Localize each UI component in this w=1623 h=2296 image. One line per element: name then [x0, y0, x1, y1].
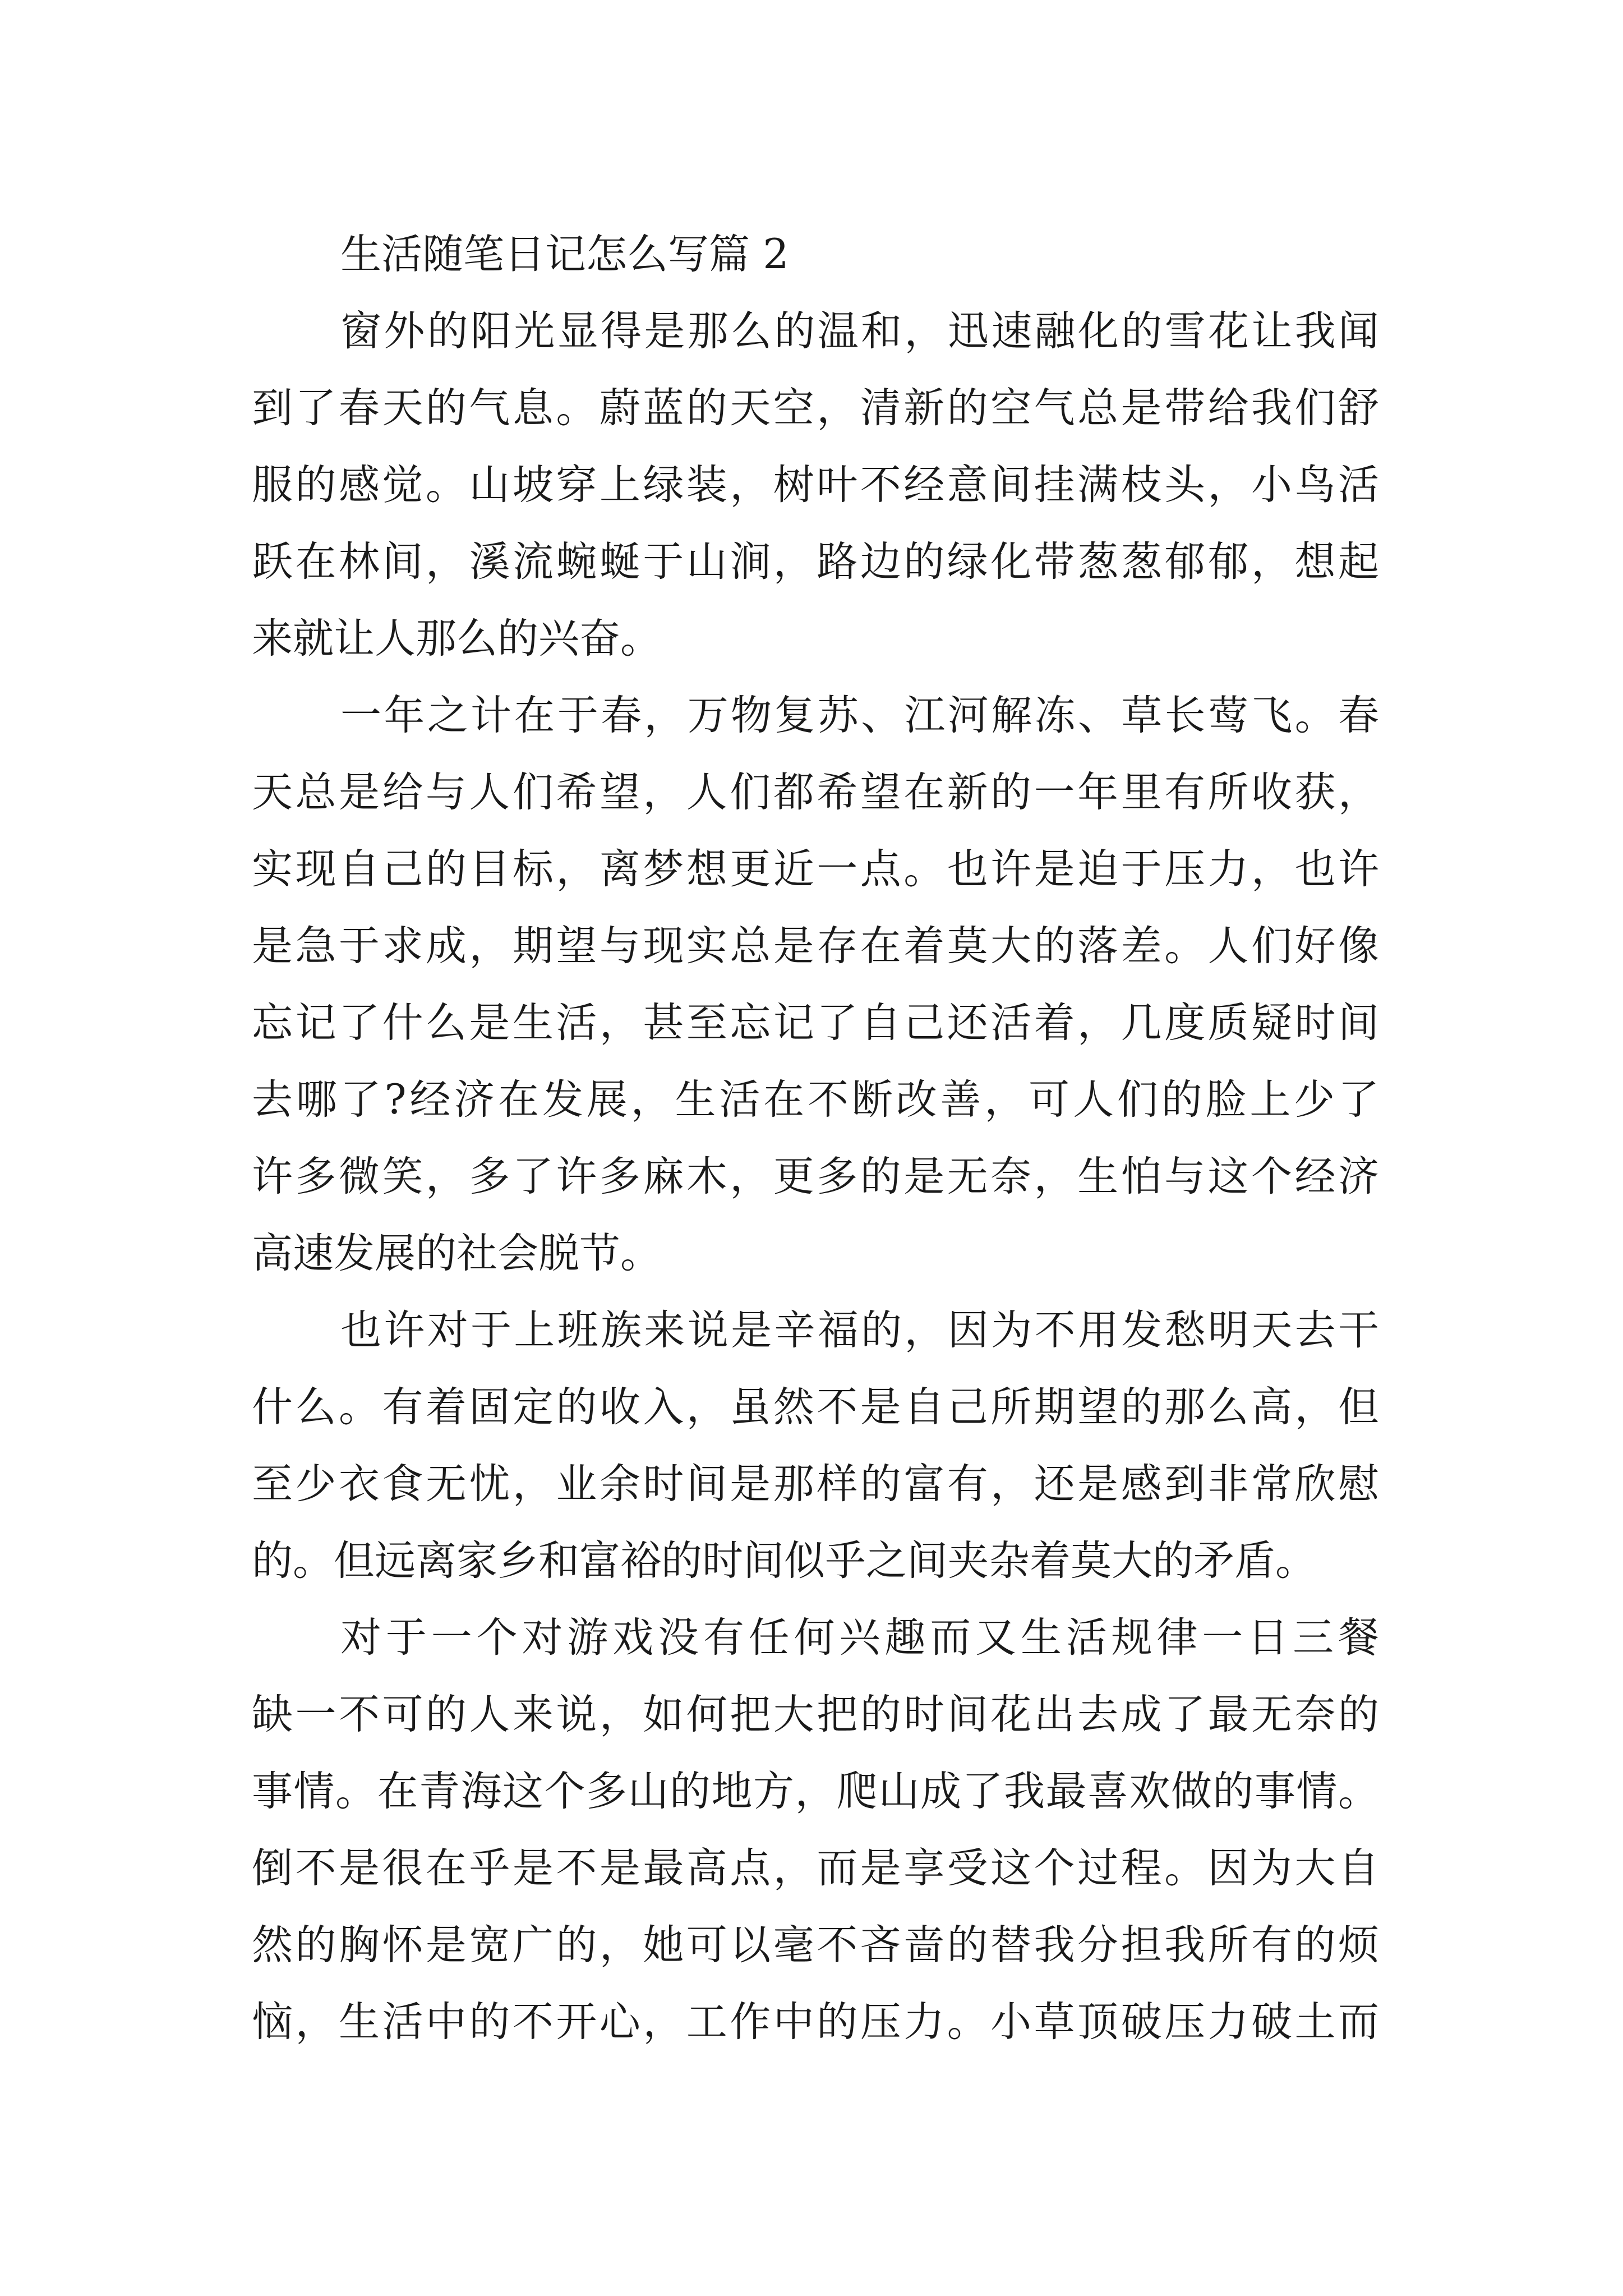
- text-line: 高速发展的社会脱节。: [252, 1230, 661, 1277]
- text-line: 事情。在青海这个多山的地方，爬山成了我最喜欢做的事情。: [252, 1768, 1379, 1815]
- paragraph-2: [252, 677, 1379, 1292]
- text-line: 什么。有着固定的收入，虽然不是自己所期望的那么高，但: [252, 1383, 1379, 1431]
- text-line: 服的感觉。山坡穿上绿装，树叶不经意间挂满枝头，小鸟活: [252, 461, 1379, 509]
- text-line: 跃在林间，溪流蜿蜒于山涧，路边的绿化带葱葱郁郁，想起: [252, 538, 1379, 586]
- text-line: 缺一不可的人来说，如何把大把的时间花出去成了最无奈的: [252, 1691, 1379, 1738]
- text-line: 来就让人那么的兴奋。: [252, 615, 661, 662]
- text-line: 到了春天的气息。蔚蓝的天空，清新的空气总是带给我们舒: [252, 384, 1379, 432]
- text-line: 实现自己的目标，离梦想更近一点。也许是迫于压力，也许: [252, 845, 1379, 893]
- text-line: 是急于求成，期望与现实总是存在着莫大的落差。人们好像: [252, 922, 1379, 970]
- text-line: 对于一个对游戏没有任何兴趣而又生活规律一日三餐: [340, 1614, 1379, 1662]
- text-line: 一年之计在于春，万物复苏、江河解冻、草长莺飞。春: [340, 692, 1379, 739]
- text-line: 然的胸怀是宽广的，她可以毫不吝啬的替我分担我所有的烦: [252, 1921, 1379, 1969]
- text-line: 许多微笑，多了许多麻木，更多的是无奈，生怕与这个经济: [252, 1153, 1379, 1200]
- paragraph-1: [252, 293, 1379, 677]
- document-body: [252, 216, 1379, 2060]
- text-line: 窗外的阳光显得是那么的温和，迅速融化的雪花让我闻: [340, 307, 1379, 355]
- text-line: 至少衣食无忧，业余时间是那样的富有，还是感到非常欣慰: [252, 1460, 1379, 1508]
- paragraph-4: [252, 1599, 1379, 2060]
- text-line: 忘记了什么是生活，甚至忘记了自己还活着，几度质疑时间: [252, 999, 1379, 1047]
- document-title: 生活随笔日记怎么写篇 2: [340, 231, 789, 278]
- text-line: 倒不是很在乎是不是最高点，而是享受这个过程。因为大自: [252, 1844, 1379, 1892]
- text-line: 的。但远离家乡和富裕的时间似乎之间夹杂着莫大的矛盾。: [252, 1537, 1316, 1585]
- text-line: 去哪了?经济在发展，生活在不断改善，可人们的脸上少了: [252, 1076, 1379, 1124]
- text-line: 恼，生活中的不开心，工作中的压力。小草顶破压力破土而: [252, 1998, 1379, 2046]
- paragraph-3: [252, 1292, 1379, 1599]
- text-line: 也许对于上班族来说是辛福的，因为不用发愁明天去干: [340, 1306, 1379, 1354]
- text-line: 天总是给与人们希望，人们都希望在新的一年里有所收获，: [252, 769, 1379, 816]
